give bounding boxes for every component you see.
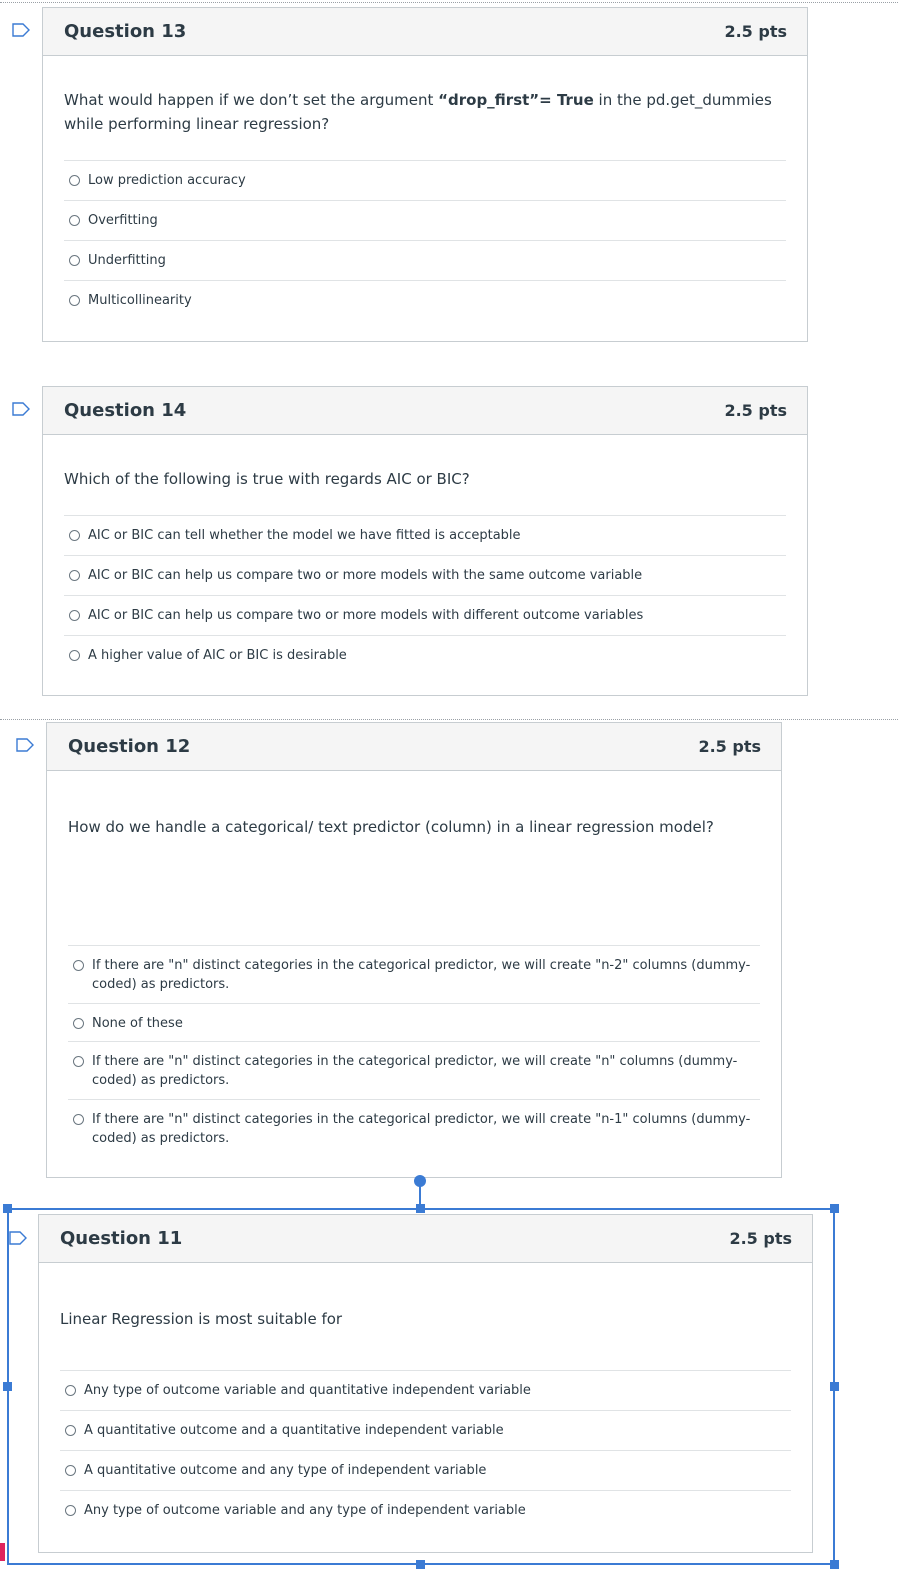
- answer-label: Overfitting: [88, 213, 158, 228]
- answer-label: A higher value of AIC or BIC is desirable: [88, 648, 347, 663]
- answer-list: [68, 945, 760, 1157]
- radio-button-icon[interactable]: [73, 1114, 84, 1125]
- answer-label: Underfitting: [88, 253, 166, 268]
- question-points: 2.5 pts: [724, 401, 787, 420]
- question-title: Question 12: [68, 736, 191, 757]
- answer-list: [64, 160, 786, 320]
- page-separator-top: [0, 2, 898, 3]
- question-points: 2.5 pts: [698, 737, 761, 756]
- question-title: Question 11: [60, 1228, 183, 1249]
- question-text: [64, 56, 786, 160]
- question-text-bold: “drop_first”= True: [438, 91, 594, 109]
- question-title: Question 13: [64, 21, 187, 42]
- question-title: Question 14: [64, 400, 187, 421]
- answer-option[interactable]: [64, 595, 786, 635]
- question-text: Linear Regression is most suitable for: [60, 1310, 343, 1328]
- answer-option[interactable]: [64, 240, 786, 280]
- answer-label: Low prediction accuracy: [88, 173, 246, 188]
- resize-handle-middle-right[interactable]: [830, 1382, 839, 1391]
- answer-option[interactable]: [60, 1370, 791, 1410]
- answer-option[interactable]: [64, 160, 786, 200]
- question-header: [43, 8, 807, 56]
- bookmark-flag-icon[interactable]: [16, 738, 34, 752]
- answer-label: None of these: [92, 1016, 183, 1031]
- question-header: [47, 723, 781, 771]
- resize-handle-top-right[interactable]: [830, 1204, 839, 1213]
- question-card-11: [38, 1214, 813, 1553]
- radio-button-icon[interactable]: [69, 295, 80, 306]
- question-points: 2.5 pts: [729, 1229, 792, 1248]
- answer-label: AIC or BIC can help us compare two or more models with different outcome variables: [88, 608, 644, 623]
- question-points: 2.5 pts: [724, 22, 787, 41]
- question-text-part: What would happen if we don’t set the argument: [64, 91, 439, 109]
- answer-option[interactable]: [60, 1410, 791, 1450]
- radio-button-icon[interactable]: [65, 1425, 76, 1436]
- resize-handle-middle-left[interactable]: [3, 1382, 12, 1391]
- answer-label: AIC or BIC can help us compare two or more models with the same outcome variable: [88, 568, 643, 583]
- resize-handle-bottom-middle[interactable]: [416, 1560, 425, 1569]
- radio-button-icon[interactable]: [65, 1385, 76, 1396]
- answer-option[interactable]: [68, 1099, 760, 1157]
- radio-button-icon[interactable]: [69, 175, 80, 186]
- answer-list: [64, 515, 786, 675]
- question-header: [43, 387, 807, 435]
- resize-handle-top-middle[interactable]: [416, 1204, 425, 1213]
- radio-button-icon[interactable]: [69, 255, 80, 266]
- radio-button-icon[interactable]: [69, 650, 80, 661]
- radio-button-icon[interactable]: [73, 1018, 84, 1029]
- radio-button-icon[interactable]: [73, 1056, 84, 1067]
- answer-option[interactable]: [64, 200, 786, 240]
- question-text: Which of the following is true with regards AIC or BIC?: [64, 470, 470, 488]
- answer-option[interactable]: [68, 1003, 760, 1041]
- bookmark-flag-icon[interactable]: [12, 23, 30, 37]
- page-separator-middle: [0, 719, 898, 720]
- question-card-13: [42, 7, 808, 342]
- answer-label: A quantitative outcome and a quantitative independent variable: [84, 1423, 504, 1438]
- answer-option[interactable]: [68, 945, 760, 1003]
- radio-button-icon[interactable]: [69, 530, 80, 541]
- radio-button-icon[interactable]: [69, 215, 80, 226]
- answer-label: Any type of outcome variable and quantitative independent variable: [84, 1383, 531, 1398]
- bookmark-flag-icon[interactable]: [12, 402, 30, 416]
- answer-option[interactable]: [60, 1450, 791, 1490]
- answer-label: Multicollinearity: [88, 293, 192, 308]
- radio-button-icon[interactable]: [73, 960, 84, 971]
- question-text-part: in the pd.get_dummies while performing linear regression?: [64, 91, 772, 133]
- question-card-14: [42, 386, 808, 696]
- radio-button-icon[interactable]: [69, 570, 80, 581]
- answer-label: AIC or BIC can tell whether the model we have fitted is acceptable: [88, 528, 521, 543]
- answer-label: A quantitative outcome and any type of independent variable: [84, 1463, 487, 1478]
- answer-label: If there are "n" distinct categories in the categorical predictor, we will create "n" columns (dummy-coded) as predictors.: [92, 1054, 738, 1088]
- question-card-12: [46, 722, 782, 1178]
- radio-button-icon[interactable]: [65, 1465, 76, 1476]
- radio-button-icon[interactable]: [65, 1505, 76, 1516]
- cursor-marker: [0, 1543, 5, 1561]
- rotation-handle[interactable]: [414, 1175, 426, 1187]
- answer-option[interactable]: [64, 635, 786, 675]
- answer-option[interactable]: [64, 515, 786, 555]
- answer-option[interactable]: [68, 1041, 760, 1099]
- resize-handle-bottom-right[interactable]: [830, 1560, 839, 1569]
- answer-label: If there are "n" distinct categories in the categorical predictor, we will create "n-2" columns (dummy-coded) as predictors.: [92, 958, 751, 992]
- question-header: [39, 1215, 812, 1263]
- answer-option[interactable]: [64, 555, 786, 595]
- answer-label: If there are "n" distinct categories in the categorical predictor, we will create "n-1" columns (dummy-coded) as predictors.: [92, 1112, 751, 1146]
- answer-option[interactable]: [60, 1490, 791, 1530]
- answer-option[interactable]: [64, 280, 786, 320]
- question-text: How do we handle a categorical/ text predictor (column) in a linear regression model?: [68, 818, 714, 836]
- resize-handle-top-left[interactable]: [3, 1204, 12, 1213]
- bookmark-flag-icon[interactable]: [9, 1231, 27, 1245]
- radio-button-icon[interactable]: [69, 610, 80, 621]
- answer-list: [60, 1370, 791, 1530]
- answer-label: Any type of outcome variable and any type of independent variable: [84, 1503, 526, 1518]
